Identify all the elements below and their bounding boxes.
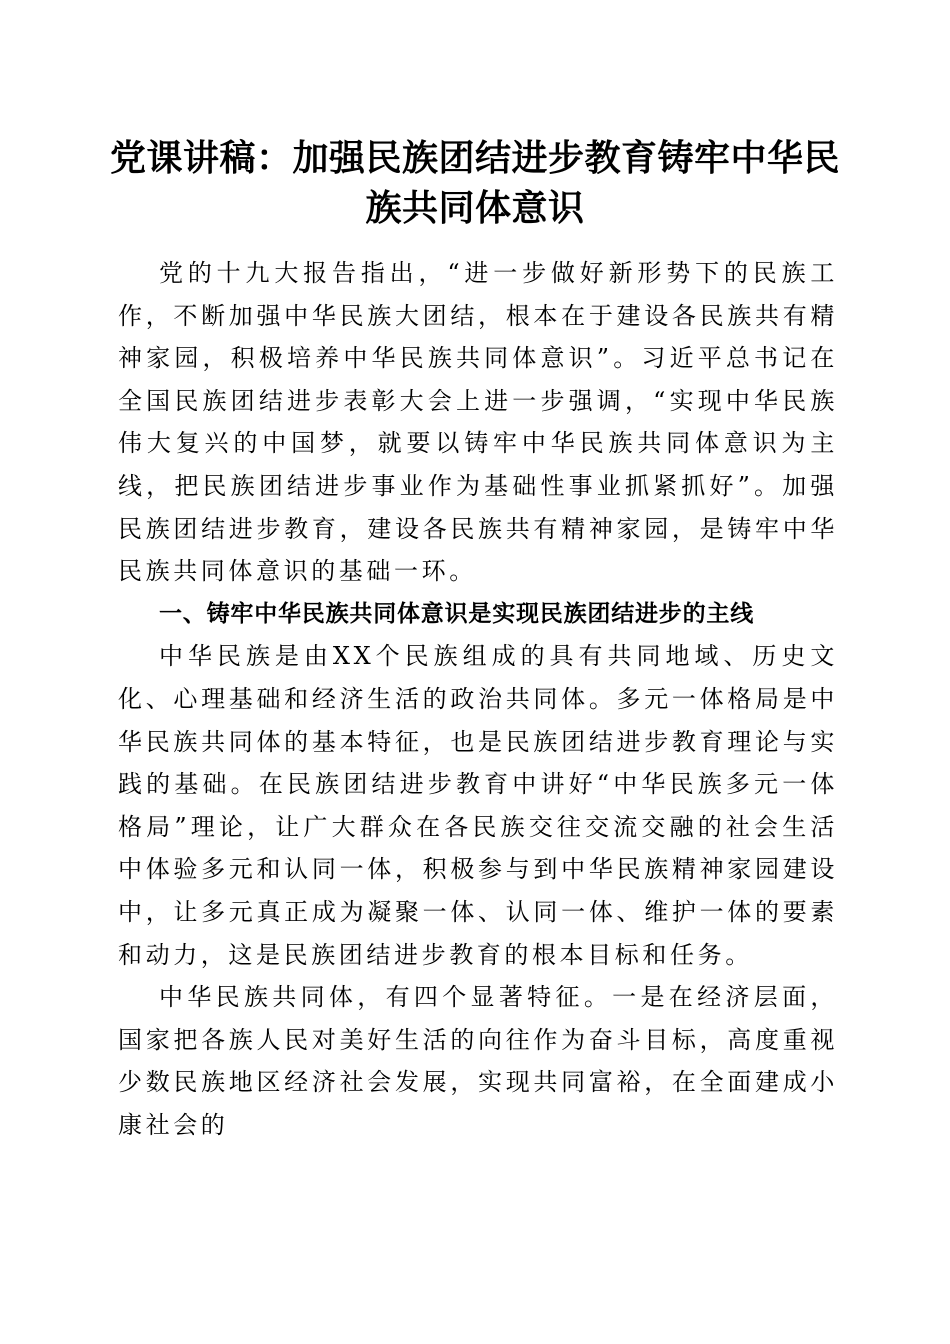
section-1-paragraph-2: 中华民族共同体，有四个显著特征。一是在经济层面，国家把各族人民对美好生活的向往作为奋斗目标，高度重视少数民族地区经济社会发展，实现共同富裕，在全面建成小康社会的: [118, 983, 838, 1139]
document-body: [118, 252, 838, 1146]
section-heading-1: 一、铸牢中华民族共同体意识是实现民族团结进步的主线: [159, 600, 754, 627]
document-title: 党课讲稿：加强民族团结进步教育铸牢中华民族共同体意识: [109, 137, 840, 229]
section-1-paragraph-1: 中华民族是由XX个民族组成的具有共同地域、历史文化、心理基础和经济生活的政治共同体。多元一体格局是中华民族共同体的基本特征，也是民族团结进步教育理论与实践的基础。在民族团结进步教育中讲好“中华民族多元一体格局”理论，让广大群众在各民族交往交流交融的社会生活中体验多元和认同一体，积极参与到中华民族精神家园建设中，让多元真正成为凝聚一体、认同一体、维护一体的要素和动力，这是民族团结进步教育的根本目标和任务。: [118, 642, 838, 969]
intro-paragraph: 党的十九大报告指出，“进一步做好新形势下的民族工作，不断加强中华民族大团结，根本在于建设各民族共有精神家园，积极培养中华民族共同体意识”。习近平总书记在全国民族团结进步表彰大会上进一步强调，“实现中华民族伟大复兴的中国梦，就要以铸牢中华民族共同体意识为主线，把民族团结进步事业作为基础性事业抓紧抓好”。加强民族团结进步教育，建设各民族共有精神家园，是铸牢中华民族共同体意识的基础一环。: [118, 259, 838, 586]
